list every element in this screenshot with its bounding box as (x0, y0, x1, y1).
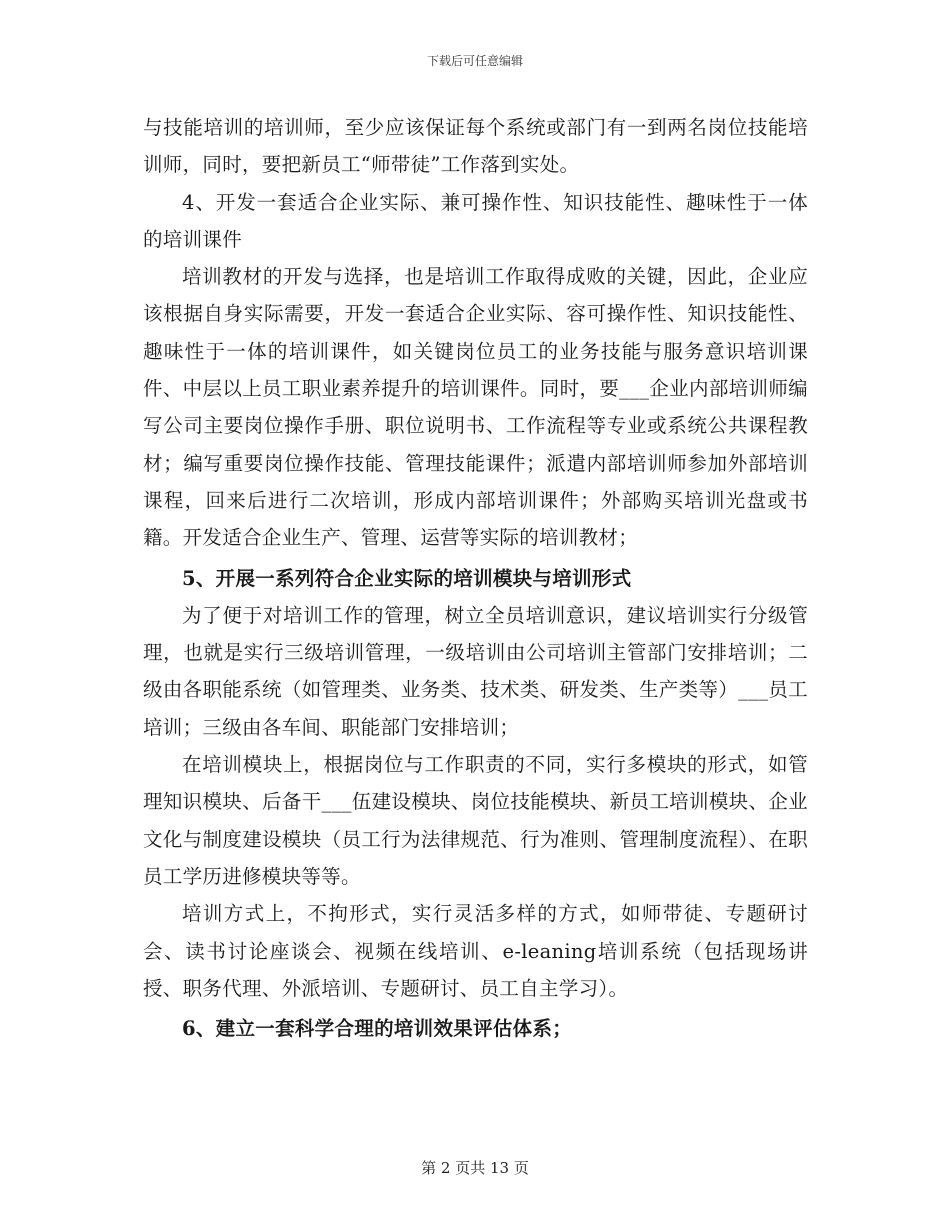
paragraph-training-modules: 在培训模块上，根据岗位与工作职责的不同，实行多模块的形式，如管理知识模块、后备干___伍建设模块、岗位技能模块、新员工培训模块、企业文化与制度建设模块（员工行为法律规范、行为准则、管理制度流程）、在职员工学历进修模块等等。 (143, 753, 808, 888)
document-body (143, 109, 808, 1047)
page-footer: 第 2 页共 13 页 (421, 1159, 529, 1177)
heading-item-5: 5、开展一系列符合企业实际的培训模块与培训形式 (182, 566, 632, 590)
heading-item-4: 4、开发一套适合企业实际、兼可操作性、知识技能性、趣味性于一体的培训课件 (143, 190, 808, 251)
paragraph-continuation: 与技能培训的培训师，至少应该保证每个系统或部门有一到两名岗位技能培训师，同时，要把新员工“师带徒”工作落到实处。 (143, 116, 808, 177)
paragraph-training-methods: 培训方式上，不拘形式，实行灵活多样的方式，如师带徒、专题研讨会、读书讨论座谈会、视频在线培训、e-leaning培训系统（包括现场讲授、职务代理、外派培训、专题研讨、员工自主学习）。 (143, 902, 808, 1000)
page-header: 下载后可任意编辑 (426, 54, 523, 68)
paragraph-tiered-management: 为了便于对培训工作的管理，树立全员培训意识，建议培训实行分级管理，也就是实行三级培训管理，一级培训由公司培训主管部门安排培训；二级由各职能系统（如管理类、业务类、技术类、研发类、生产类等）___员工培训；三级由各车间、职能部门安排培训； (143, 603, 808, 739)
heading-item-6: 6、建立一套科学合理的培训效果评估体系； (182, 1017, 573, 1041)
paragraph-courseware: 培训教材的开发与选择，也是培训工作取得成败的关键，因此，企业应该根据自身实际需要，开发一套适合企业实际、容可操作性、知识技能性、趣味性于一体的培训课件，如关键岗位员工的业务技能与服务意识培训课件、中层以上员工职业素养提升的培训课件。同时，要___企业内部培训师编写公司主要岗位操作手册、职位说明书、工作流程等专业或系统公共课程教材；编写重要岗位操作技能、管理技能课件；派遣内部培训师参加外部培训课程，回来后进行二次培训，形成内部培训课件；外部购买培训光盘或书籍。开发适合企业生产、管理、运营等实际的培训教材； (143, 265, 808, 550)
